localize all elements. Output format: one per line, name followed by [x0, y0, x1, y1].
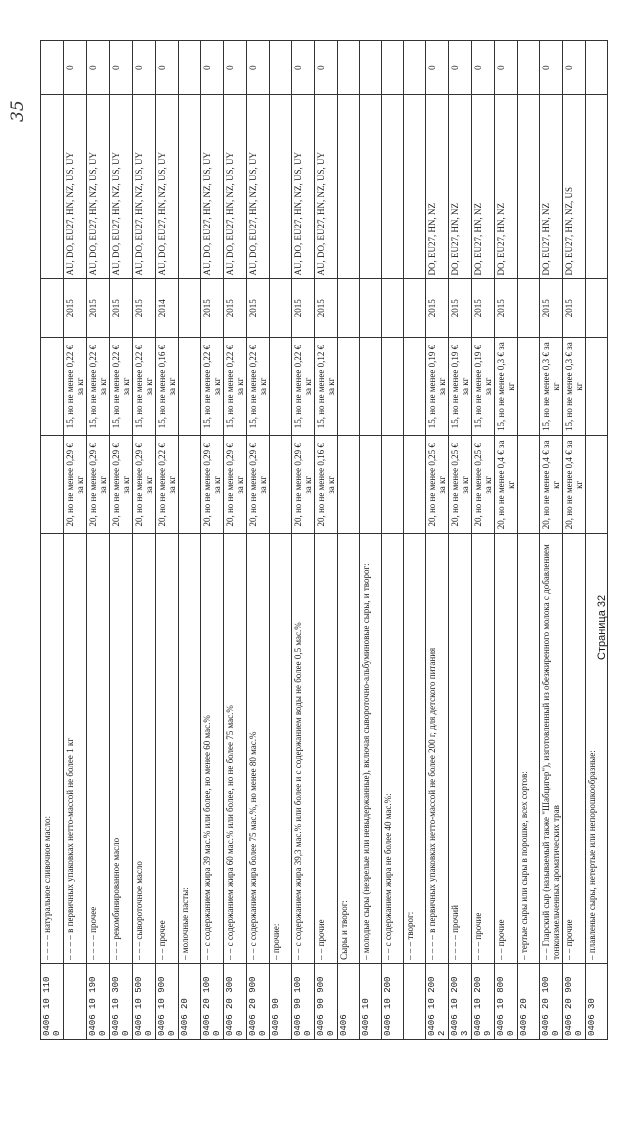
countries-cell: DO, EU27, HN, NZ, US — [563, 95, 586, 279]
base-rate-cell — [338, 436, 360, 534]
code-cell: 0406 20 100 0 — [201, 963, 224, 1039]
year-cell — [41, 279, 64, 338]
reduced-rate-cell: 15, но не менее 0,3 € за кг — [495, 337, 518, 435]
code-cell — [404, 963, 426, 1039]
base-rate-cell: 20, но не менее 0,4 € за кг — [495, 436, 518, 534]
year-cell: 2015 — [292, 279, 315, 338]
final-rate-cell: 0 — [224, 41, 247, 95]
countries-cell: DO, EU27, HN, NZ — [540, 95, 563, 279]
reduced-rate-cell: 15, но не менее 0,22 € за кг — [133, 337, 156, 435]
reduced-rate-cell — [41, 337, 64, 435]
reduced-rate-cell: 15, но не менее 0,22 € за кг — [292, 337, 315, 435]
description-cell: – – с содержанием жира более 75 мас.%, но менее 80 мас.% — [247, 534, 270, 963]
base-rate-cell: 20, но не менее 0,29 € за кг — [64, 436, 87, 534]
final-rate-cell: 0 — [563, 41, 586, 95]
description-cell: – – – рекомбинированное масло — [110, 534, 133, 963]
tariff-table-body — [41, 41, 608, 1040]
year-cell: 2015 — [110, 279, 133, 338]
code-cell: 0406 10 190 0 — [87, 963, 110, 1039]
description-cell: – – – – прочий — [449, 534, 472, 963]
reduced-rate-cell: 15, но не менее 0,3 € за кг — [563, 337, 586, 435]
year-cell: 2015 — [495, 279, 518, 338]
base-rate-cell: 20, но не менее 0,29 € за кг — [110, 436, 133, 534]
final-rate-cell: 0 — [110, 41, 133, 95]
table-row — [518, 41, 540, 1040]
year-cell: 2015 — [87, 279, 110, 338]
code-cell: 0406 30 — [586, 963, 608, 1039]
description-cell: – – с содержанием жира 39,3 мас.% или более и с содержанием воды не более 0,5 мас.% — [292, 534, 315, 963]
year-cell — [404, 279, 426, 338]
countries-cell — [382, 95, 404, 279]
table-row — [382, 41, 404, 1040]
base-rate-cell: 20, но не менее 0,22 € за кг — [156, 436, 179, 534]
base-rate-cell: 20, но не менее 0,29 € за кг — [292, 436, 315, 534]
base-rate-cell — [41, 436, 64, 534]
code-cell: 0406 10 200 9 — [472, 963, 495, 1039]
table-row — [426, 41, 449, 1040]
final-rate-cell: 0 — [449, 41, 472, 95]
code-cell: 0406 — [338, 963, 360, 1039]
final-rate-cell: 0 — [426, 41, 449, 95]
year-cell: 2015 — [563, 279, 586, 338]
description-cell: – – прочие — [315, 534, 338, 963]
countries-cell: AU, DO, EU27, HN, NZ, US, UY — [247, 95, 270, 279]
year-cell: 2015 — [247, 279, 270, 338]
reduced-rate-cell — [270, 337, 292, 435]
countries-cell — [270, 95, 292, 279]
final-rate-cell: 0 — [201, 41, 224, 95]
reduced-rate-cell: 15, но не менее 0,22 € за кг — [64, 337, 87, 435]
year-cell — [360, 279, 382, 338]
year-cell: 2015 — [315, 279, 338, 338]
table-row — [270, 41, 292, 1040]
final-rate-cell: 0 — [315, 41, 338, 95]
final-rate-cell: 0 — [495, 41, 518, 95]
table-row — [133, 41, 156, 1040]
code-cell: 0406 10 — [360, 963, 382, 1039]
code-cell: 0406 10 500 0 — [133, 963, 156, 1039]
countries-cell: AU, DO, EU27, HN, NZ, US, UY — [110, 95, 133, 279]
base-rate-cell: 20, но не менее 0,29 € за кг — [247, 436, 270, 534]
description-cell: – прочие: — [270, 534, 292, 963]
base-rate-cell: 20, но не менее 0,16 € за кг — [315, 436, 338, 534]
code-cell: 0406 20 900 0 — [563, 963, 586, 1039]
code-cell: 0406 10 200 2 — [426, 963, 449, 1039]
countries-cell: AU, DO, EU27, HN, NZ, US, UY — [64, 95, 87, 279]
table-row — [110, 41, 133, 1040]
countries-cell: AU, DO, EU27, HN, NZ, US, UY — [201, 95, 224, 279]
base-rate-cell: 20, но не менее 0,29 € за кг — [201, 436, 224, 534]
countries-cell: AU, DO, EU27, HN, NZ, US, UY — [292, 95, 315, 279]
description-cell: – молодые сыры (незрелые или невыдержанные), включая сывороточно-альбуминовые сыры, и творог: — [360, 534, 382, 963]
reduced-rate-cell — [404, 337, 426, 435]
description-cell: – – прочее — [156, 534, 179, 963]
base-rate-cell: 20, но не менее 0,25 € за кг — [472, 436, 495, 534]
final-rate-cell: 0 — [540, 41, 563, 95]
final-rate-cell — [338, 41, 360, 95]
code-cell: 0406 90 100 0 — [292, 963, 315, 1039]
description-cell: – – – прочие — [472, 534, 495, 963]
year-cell: 2015 — [224, 279, 247, 338]
countries-cell: DO, EU27, HN, NZ — [472, 95, 495, 279]
table-row — [404, 41, 426, 1040]
description-cell: – молочные пасты: — [179, 534, 201, 963]
table-row — [224, 41, 247, 1040]
description-cell: – – – – прочее — [87, 534, 110, 963]
countries-cell: AU, DO, EU27, HN, NZ, US, UY — [87, 95, 110, 279]
base-rate-cell — [586, 436, 608, 534]
code-cell: 0406 10 110 0 — [41, 963, 64, 1039]
description-cell: – – прочие — [495, 534, 518, 963]
table-row — [87, 41, 110, 1040]
description-cell: Сыры и творог: — [338, 534, 360, 963]
base-rate-cell: 20, но не менее 0,29 € за кг — [87, 436, 110, 534]
tariff-table — [40, 40, 608, 1040]
table-row — [495, 41, 518, 1040]
year-cell — [270, 279, 292, 338]
year-cell — [382, 279, 404, 338]
countries-cell — [518, 95, 540, 279]
year-cell: 2015 — [449, 279, 472, 338]
base-rate-cell: 20, но не менее 0,29 € за кг — [224, 436, 247, 534]
base-rate-cell — [518, 436, 540, 534]
year-cell: 2015 — [133, 279, 156, 338]
base-rate-cell — [270, 436, 292, 534]
reduced-rate-cell — [360, 337, 382, 435]
reduced-rate-cell: 15, но не менее 0,16 € за кг — [156, 337, 179, 435]
final-rate-cell: 0 — [133, 41, 156, 95]
year-cell — [586, 279, 608, 338]
final-rate-cell: 0 — [292, 41, 315, 95]
table-row — [201, 41, 224, 1040]
countries-cell: AU, DO, EU27, HN, NZ, US, UY — [315, 95, 338, 279]
countries-cell — [404, 95, 426, 279]
code-cell: 0406 20 100 0 — [540, 963, 563, 1039]
code-cell: 0406 10 200 3 — [449, 963, 472, 1039]
final-rate-cell — [382, 41, 404, 95]
reduced-rate-cell — [382, 337, 404, 435]
description-cell: – – – творог: — [404, 534, 426, 963]
year-cell — [518, 279, 540, 338]
countries-cell: AU, DO, EU27, HN, NZ, US, UY — [133, 95, 156, 279]
year-cell: 2015 — [64, 279, 87, 338]
reduced-rate-cell: 15, но не менее 0,22 € за кг — [224, 337, 247, 435]
description-cell: – – – – в первичных упаковках нетто-массой не более 1 кг — [64, 534, 87, 963]
base-rate-cell: 20, но не менее 0,4 € за кг — [540, 436, 563, 534]
reduced-rate-cell: 15, но не менее 0,19 € за кг — [426, 337, 449, 435]
description-cell: – – – – в первичных упаковках нетто-массой не более 200 г, для детского питания — [426, 534, 449, 963]
description-cell: – тертые сыры или сыры в порошке, всех сортов: — [518, 534, 540, 963]
final-rate-cell — [586, 41, 608, 95]
countries-cell: AU, DO, EU27, HN, NZ, US, UY — [156, 95, 179, 279]
reduced-rate-cell: 15, но не менее 0,19 € за кг — [449, 337, 472, 435]
description-cell: – – Гларский сыр (называемый также "Шабцигер"), изготовленный из обезжиренного молока с добавлением тонкоизмельченных ароматических трав — [540, 534, 563, 963]
final-rate-cell — [179, 41, 201, 95]
reduced-rate-cell: 15, но не менее 0,22 € за кг — [247, 337, 270, 435]
description-cell: – плавленые сыры, нетертые или непорошкообразные: — [586, 534, 608, 963]
code-cell: 0406 90 — [270, 963, 292, 1039]
reduced-rate-cell: 15, но не менее 0,19 € за кг — [472, 337, 495, 435]
table-row — [449, 41, 472, 1040]
handwritten-page-number: 35 — [8, 100, 28, 122]
final-rate-cell — [404, 41, 426, 95]
description-cell: – – с содержанием жира не более 40 мас.%: — [382, 534, 404, 963]
base-rate-cell — [404, 436, 426, 534]
code-cell: 0406 20 900 0 — [247, 963, 270, 1039]
final-rate-cell — [270, 41, 292, 95]
countries-cell: DO, EU27, HN, NZ — [449, 95, 472, 279]
table-row — [247, 41, 270, 1040]
year-cell: 2015 — [201, 279, 224, 338]
code-cell: 0406 10 800 0 — [495, 963, 518, 1039]
year-cell: 2015 — [426, 279, 449, 338]
table-row — [472, 41, 495, 1040]
final-rate-cell — [360, 41, 382, 95]
table-row — [540, 41, 563, 1040]
description-cell: – – прочие — [563, 534, 586, 963]
final-rate-cell: 0 — [156, 41, 179, 95]
final-rate-cell — [41, 41, 64, 95]
countries-cell: AU, DO, EU27, HN, NZ, US, UY — [224, 95, 247, 279]
final-rate-cell: 0 — [472, 41, 495, 95]
table-row — [156, 41, 179, 1040]
base-rate-cell: 20, но не менее 0,25 € за кг — [449, 436, 472, 534]
table-row — [292, 41, 315, 1040]
countries-cell — [179, 95, 201, 279]
final-rate-cell: 0 — [64, 41, 87, 95]
code-cell — [64, 963, 87, 1039]
reduced-rate-cell — [179, 337, 201, 435]
reduced-rate-cell: 15, но не менее 0,22 € за кг — [110, 337, 133, 435]
countries-cell: DO, EU27, HN, NZ — [495, 95, 518, 279]
base-rate-cell: 20, но не менее 0,25 € за кг — [426, 436, 449, 534]
page-footer: Страница 32 — [596, 594, 608, 660]
base-rate-cell — [179, 436, 201, 534]
countries-cell — [360, 95, 382, 279]
countries-cell — [586, 95, 608, 279]
code-cell: 0406 10 900 0 — [156, 963, 179, 1039]
reduced-rate-cell — [338, 337, 360, 435]
reduced-rate-cell: 15, но не менее 0,22 € за кг — [201, 337, 224, 435]
description-cell: – – – сывороточное масло — [133, 534, 156, 963]
countries-cell — [41, 95, 64, 279]
table-row — [315, 41, 338, 1040]
description-cell: – – – – натуральное сливочное масло: — [41, 534, 64, 963]
countries-cell — [338, 95, 360, 279]
reduced-rate-cell: 15, но не менее 0,22 € за кг — [87, 337, 110, 435]
table-row — [64, 41, 87, 1040]
final-rate-cell: 0 — [87, 41, 110, 95]
code-cell: 0406 10 300 0 — [110, 963, 133, 1039]
year-cell — [179, 279, 201, 338]
year-cell: 2015 — [540, 279, 563, 338]
reduced-rate-cell — [518, 337, 540, 435]
table-row — [41, 41, 64, 1040]
table-row — [179, 41, 201, 1040]
base-rate-cell: 20, но не менее 0,4 € за кг — [563, 436, 586, 534]
table-row — [338, 41, 360, 1040]
table-row — [563, 41, 586, 1040]
description-cell: – – с содержанием жира 39 мас.% или более, но менее 60 мас.% — [201, 534, 224, 963]
countries-cell: DO, EU27, HN, NZ — [426, 95, 449, 279]
year-cell: 2014 — [156, 279, 179, 338]
table-row — [586, 41, 608, 1040]
code-cell: 0406 20 — [518, 963, 540, 1039]
code-cell: 0406 90 900 0 — [315, 963, 338, 1039]
code-cell: 0406 20 — [179, 963, 201, 1039]
description-cell: – – с содержанием жира 60 мас.% или более, но не более 75 мас.% — [224, 534, 247, 963]
base-rate-cell: 20, но не менее 0,29 € за кг — [133, 436, 156, 534]
base-rate-cell — [360, 436, 382, 534]
final-rate-cell — [518, 41, 540, 95]
code-cell: 0406 10 200 — [382, 963, 404, 1039]
final-rate-cell: 0 — [247, 41, 270, 95]
year-cell — [338, 279, 360, 338]
reduced-rate-cell — [586, 337, 608, 435]
year-cell: 2015 — [472, 279, 495, 338]
reduced-rate-cell: 15, но не менее 0,3 € за кг — [540, 337, 563, 435]
base-rate-cell — [382, 436, 404, 534]
table-row — [360, 41, 382, 1040]
code-cell: 0406 20 300 0 — [224, 963, 247, 1039]
reduced-rate-cell: 15, но не менее 0,12 € за кг — [315, 337, 338, 435]
